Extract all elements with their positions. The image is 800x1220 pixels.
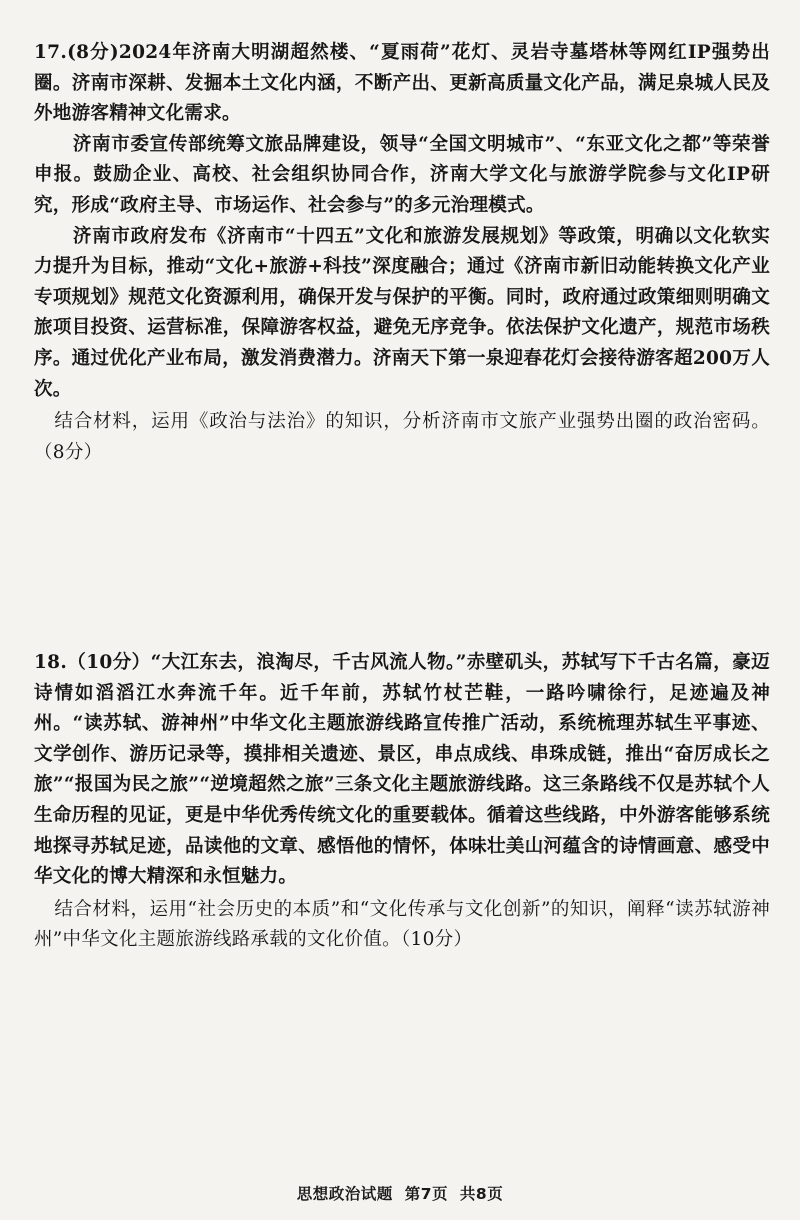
page-footer [0,1182,800,1204]
footer-page-number: 第7页 [404,1185,448,1203]
q17-task: 结合材料，运用《政治与法治》的知识，分析济南市文旅产业强势出圈的政治密码。（8分） [34,411,770,463]
q17-material-paragraph: 济南市委宣传部统筹文旅品牌建设，领导“全国文明城市”、“东亚文化之都”等荣誉申报。鼓励企业、高校、社会组织协同合作，济南大学文化与旅游学院参与文化IP研究，形成“政府主导、市场运作、社会参与”的多元治理模式。 [34,133,770,216]
q17-material-paragraph: 济南市政府发布《济南市“十四五”文化和旅游发展规划》等政策，明确以文化软实力提升为目标，推动“文化+旅游+科技”深度融合；通过《济南市新旧动能转换文化产业专项规划》规范文化资源利用，确保开发与保护的平衡。同时，政府通过政策细则明确文旅项目投资、运营标准，保障游客权益，避免无序竞争。依法保护文化遗产，规范市场秩序。通过优化产业布局，激发消费潜力。济南天下第一泉迎春花灯会接待游客超200万人次。 [34,225,770,400]
q18-task: 结合材料，运用“社会历史的本质”和“文化传承与文化创新”的知识，阐释“读苏轼游神州”中华文化主题旅游线路承载的文化价值。（10分） [34,898,770,951]
q18-material: 18.（10分）“大江东去，浪淘尽，千古风流人物。”赤壁矶头，苏轼写下千古名篇，豪迈诗情如滔滔江水奔流千年。近千年前，苏轼竹杖芒鞋，一路吟啸徐行，足迹遍及神州。“读苏轼、游神州”中华文化主题旅游线路宣传推广活动，系统梳理苏轼生平事迹、文学创作、游历记录等，摸排相关遗迹、景区，串点成线、串珠成链，推出“奋厉成长之旅”“报国为民之旅”“逆境超然之旅”三条文化主题旅游线路。这三条路线不仅是苏轼个人生命历程的见证，更是中华优秀传统文化的重要载体。循着这些线路，中外游客能够系统地探寻苏轼足迹，品读他的文章、感悟他的情怀，体味壮美山河蕴含的诗情画意、感受中华文化的博大精深和永恒魅力。 [34,652,770,888]
q17-intro: 17.(8分)2024年济南大明湖超然楼、“夏雨荷”花灯、灵岩寺墓塔林等网红IP强势出圈。济南市深耕、发掘本土文化内涵，不断产出、更新高质量文化产品，满足泉城人民及外地游客精神文化需求。 [34,42,770,125]
question-17 [34,38,770,468]
question-18 [34,648,770,956]
footer-page-total: 共8页 [459,1185,504,1203]
footer-subject: 思想政治试题 [296,1185,393,1203]
